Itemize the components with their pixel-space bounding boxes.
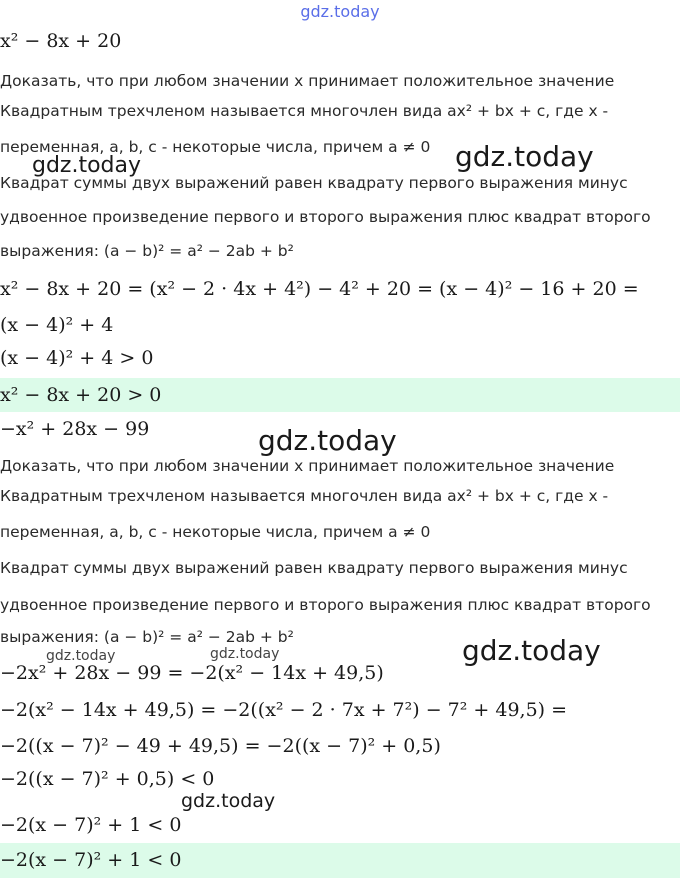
problem2-task: Доказать, что при любом значении x принимает положительное значение <box>0 457 615 475</box>
problem1-step3: (x − 4)² + 4 > 0 <box>0 347 154 369</box>
problem1-definition-line2: переменная, a, b, c - некоторые числа, причем a ≠ 0 <box>0 138 431 156</box>
watermark: gdz.today <box>462 634 601 667</box>
problem1-rule-line2: удвоенное произведение первого и второго выражения плюс квадрат второго <box>0 208 651 226</box>
problem2-definition-line1: Квадратным трехчленом называется многочлен вида ax² + bx + c, где x - <box>0 487 609 505</box>
problem1-definition-line1: Квадратным трехчленом называется многочлен вида ax² + bx + c, где x - <box>0 102 609 120</box>
watermark: gdz.today <box>46 648 116 664</box>
watermark: gdz.today <box>210 646 280 662</box>
problem2-step5: −2(x − 7)² + 1 < 0 <box>0 814 182 836</box>
watermark: gdz.today <box>181 790 276 812</box>
watermark: gdz.today <box>32 153 142 178</box>
problem1-answer: x² − 8x + 20 > 0 <box>0 378 680 412</box>
problem2-step2: −2(x² − 14x + 49,5) = −2((x² − 2 · 7x + 7²) − 7² + 49,5) = <box>0 699 568 721</box>
problem1-step1: x² − 8x + 20 = (x² − 2 · 4x + 4²) − 4² + 20 = (x − 4)² − 16 + 20 = <box>0 278 639 300</box>
watermark: gdz.today <box>455 140 594 173</box>
problem1-step2: (x − 4)² + 4 <box>0 314 114 336</box>
problem2-rule-line2: удвоенное произведение первого и второго выражения плюс квадрат второго <box>0 596 651 614</box>
watermark: gdz.today <box>258 424 397 457</box>
problem2-expression: −x² + 28x − 99 <box>0 418 150 440</box>
problem1-rule-line3: выражения: (a − b)² = a² − 2ab + b² <box>0 242 294 260</box>
problem2-rule-line3: выражения: (a − b)² = a² − 2ab + b² <box>0 628 294 646</box>
problem1-rule-line1: Квадрат суммы двух выражений равен квадрату первого выражения минус <box>0 174 628 192</box>
problem2-step3: −2((x − 7)² − 49 + 49,5) = −2((x − 7)² + 0,5) <box>0 735 441 757</box>
watermark-top: gdz.today <box>300 2 380 21</box>
problem1-task: Доказать, что при любом значении x принимает положительное значение <box>0 72 615 90</box>
problem2-answer: −2(x − 7)² + 1 < 0 <box>0 843 680 878</box>
problem2-definition-line2: переменная, a, b, c - некоторые числа, причем a ≠ 0 <box>0 523 431 541</box>
problem2-rule-line1: Квадрат суммы двух выражений равен квадрату первого выражения минус <box>0 559 628 577</box>
problem2-step4: −2((x − 7)² + 0,5) < 0 <box>0 768 215 790</box>
problem1-expression: x² − 8x + 20 <box>0 30 122 52</box>
problem2-step1: −2x² + 28x − 99 = −2(x² − 14x + 49,5) <box>0 662 384 684</box>
